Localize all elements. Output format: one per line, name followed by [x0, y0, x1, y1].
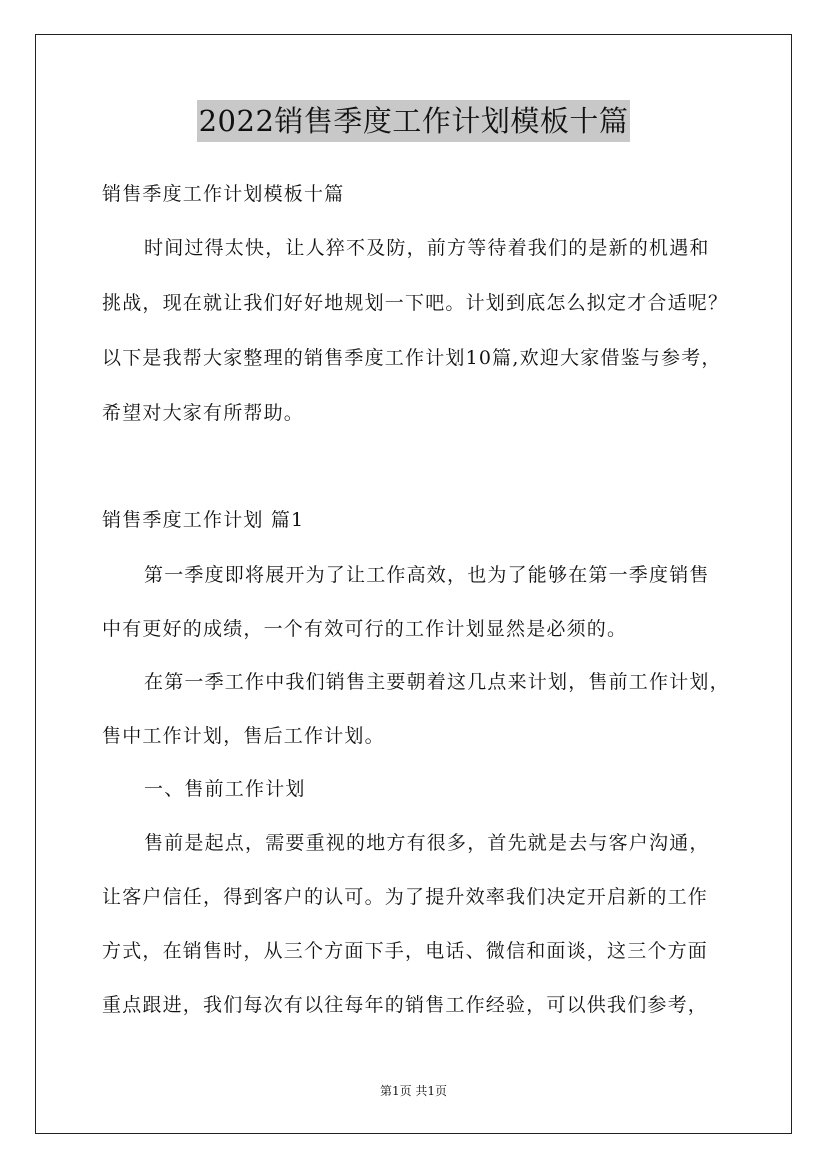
page-number-footer: 第1页 共1页: [379, 1084, 448, 1098]
paragraph-line: 中有更好的成绩，一个有效可行的工作计划显然是必须的。: [102, 618, 628, 640]
paragraph-line: 挑战，现在就让我们好好地规划一下吧。计划到底怎么拟定才合适呢？: [102, 292, 729, 314]
paragraph-line: 售中工作计划，售后工作计划。: [102, 725, 385, 747]
paragraph-line: 时间过得太快，让人猝不及防，前方等待着我们的是新的机遇和: [144, 237, 710, 259]
paragraph-line: 第一季度即将展开为了让工作高效，也为了能够在第一季度销售: [144, 564, 710, 586]
paragraph-line: 希望对大家有所帮助。: [102, 402, 305, 424]
document-title: 2022销售季度工作计划模板十篇: [197, 100, 631, 142]
subheading: 一、售前工作计划: [144, 778, 306, 800]
paragraph-line: 方式，在销售时，从三个方面下手，电话、微信和面谈，这三个方面: [102, 940, 709, 962]
title-container: [0, 100, 827, 142]
paragraph-line: 在第一季工作中我们销售主要朝着这几点来计划，售前工作计划，: [144, 671, 730, 693]
section-heading: 销售季度工作计划模板十篇: [102, 183, 345, 205]
paragraph-line: 以下是我帮大家整理的销售季度工作计划10篇,欢迎大家借鉴与参考，: [102, 347, 722, 369]
paragraph-line: 让客户信任，得到客户的认可。为了提升效率我们决定开启新的工作: [102, 886, 709, 908]
section-heading: 销售季度工作计划 篇1: [102, 509, 305, 531]
paragraph-line: 重点跟进，我们每次有以往每年的销售工作经验，可以供我们参考，: [102, 994, 709, 1016]
paragraph-line: 售前是起点，需要重视的地方有很多，首先就是去与客户沟通，: [144, 832, 710, 854]
